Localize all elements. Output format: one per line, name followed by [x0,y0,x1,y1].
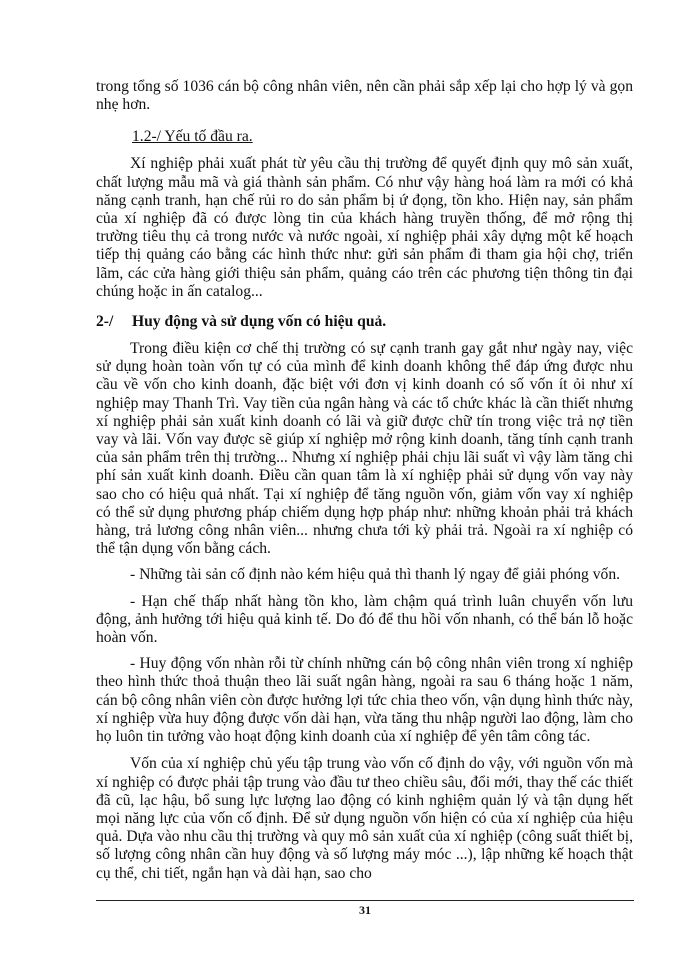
bullet-item: - Huy động vốn nhàn rỗi từ chính những cán bộ công nhân viên trong xí nghiệp theo hình thức thoả thuận theo lãi suất ngân hàng, ngoài ra sau 6 tháng hoặc 1 năm, cán bộ công nhân viên còn được hưởng lợi tức chia theo vốn, vận dụng hình thức này, xí nghiệp vừa huy động được vốn dài hạn, vừa tăng thu nhập người lao động, làm cho họ luôn tin tưởng vào hoạt động kinh doanh của xí nghiệp để yên tâm công tác. [96,655,633,746]
sub-heading-text: 1.2-/ Yếu tố đầu ra. [132,128,253,146]
bullet-item: - Những tài sản cố định nào kém hiệu quả thì thanh lý ngay để giải phóng vốn. [130,566,621,584]
paragraph-output-factor: Xí nghiệp phải xuất phát từ yêu cầu thị trường để quyết định quy mô sản xuất, chất lượng mẫu mã và giá thành sản phẩm. Có như vậy hàng hoá làm ra mới có khả năng cạnh tranh, hạn chế rủi ro do sản phẩm bị ứ đọng, tồn kho. Hiện nay, sản phẩm của xí nghiệp đã có được lòng tin của khách hàng truyền thống, để mở rộng thị trường tiêu thụ cả trong nước và nước ngoài, xí nghiệp phải xây dựng một kế hoạch tiếp thị quảng cáo bằng các hình thức như: gửi sản phẩm đi tham gia hội chợ, triển lãm, các cửa hàng giới thiệu sản phẩm, quảng cáo trên các phương tiện thông tin đại chúng hoặc in ấn catalog... [96,155,633,300]
paragraph-continuation: trong tổng số 1036 cán bộ công nhân viên, nên cần phải sắp xếp lại cho hợp lý và gọn nhẹ hơn. [96,78,633,114]
paragraph-fixed-capital: Vốn của xí nghiệp chủ yếu tập trung vào vốn cố định do vậy, với nguồn vốn mà xí nghiệp có được phải tập trung vào đầu tư theo chiều sâu, đổi mới, thay thế các thiết đã cũ, lạc hậu, bổ sung lực lượng lao động có kinh nghiệm quản lý và tận dụng hết mọi năng lực của vốn cố định. Để sử dụng nguồn vốn hiện có của xí nghiệp của hiệu quả. Dựa vào nhu cầu thị trường và quy mô sản xuất của xí nghiệp (công suất thiết bị, số lượng công nhân cần huy động và số lượng máy móc ...), lập những kế hoạch thật cụ thể, chi tiết, ngắn hạn và dài hạn, sao cho [96,755,633,882]
section-title: Huy động và sử dụng vốn có hiệu quả. [132,313,387,331]
page-number: 31 [359,903,371,917]
document-body [96,78,633,883]
footer-divider [96,900,634,901]
section-heading [96,313,633,331]
section-number: 2-/ [96,313,114,331]
bullet-item: - Hạn chế thấp nhất hàng tồn kho, làm chậm quá trình luân chuyển vốn lưu động, ảnh hưởng tới hiệu quả kinh tế. Do đó để thu hồi vốn nhanh, có thể bán lỗ hoặc hoàn vốn. [96,592,633,647]
paragraph-capital: Trong điều kiện cơ chế thị trường có sự cạnh tranh gay gắt như ngày nay, việc sử dụng hoàn toàn vốn tự có của mình để kinh doanh không thể đáp ứng được nhu cầu về vốn cho kinh doanh, đặc biệt với đơn vị kinh doanh có số vốn ít ỏi như xí nghiệp may Thanh Trì. Vay tiền của ngân hàng và các tổ chức khác là cần thiết nhưng xí nghiệp phải sản xuất kinh doanh có lãi và giữ được chữ tín trong việc trả nợ tiền vay và lãi. Vốn vay được sẽ giúp xí nghiệp mở rộng kinh doanh, tăng tính cạnh tranh của sản phẩm trên thị trường... Nhưng xí nghiệp phải chịu lãi suất vì vậy làm tăng chi phí sản xuất kinh doanh. Điều cần quan tâm là xí nghiệp phải sử dụng vốn vay này sao cho có hiệu quả nhất. Tại xí nghiệp để tăng nguồn vốn, giảm vốn vay xí nghiệp có thể sử dụng phương pháp chiếm dụng hợp pháp như: những khoản phải trả khách hàng, trả lương công nhân viên... nhưng chưa tới kỳ phải trả. Ngoài ra xí nghiệp có thể tận dụng vốn bằng cách. [96,340,633,558]
sub-heading [96,128,633,146]
